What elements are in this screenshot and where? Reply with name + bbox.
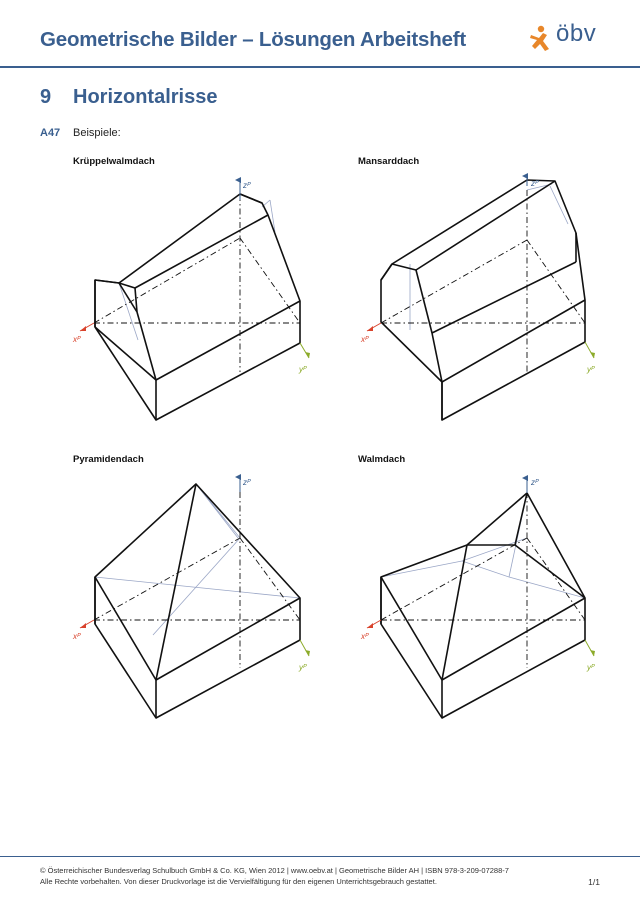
drawing-krueppelwalmdach [94,194,300,420]
z-axis-label: zᴾ [243,181,251,190]
figure-title-krueppelwalmdach: Krüppelwalmdach [73,156,155,167]
header-title: Geometrische Bilder – Lösungen Arbeitsheft [40,28,466,51]
drawing-walmdach [381,492,585,718]
x-axis-label: xᴾ [361,632,369,641]
figure-title-walmdach: Walmdach [358,454,406,465]
figure-title-pyramidendach: Pyramidendach [73,454,144,465]
axis-lines [381,492,585,668]
footer-copyright: © Österreichischer Bundesverlag Schulbuch GmbH & Co. KG, Wien 2012 | www.oebv.at | Geometrische Bilder AH | ISBN 978-3-209-07288-7 [40,866,509,875]
logo-text: öbv [556,20,597,47]
hidden-lines [119,200,275,340]
axes-krueppelwalmdach [80,180,310,358]
x-axis-label: xᴾ [361,335,369,344]
visible-edges [95,484,300,718]
task-number: A47 [40,127,61,139]
visible-edges [95,194,300,420]
y-axis-label: yᴾ [587,365,595,374]
z-axis-label: zᴾ [531,478,539,487]
x-axis-label: xᴾ [73,335,81,344]
figure-title-mansarddach: Mansarddach [358,156,420,167]
y-axis-label: yᴾ [299,663,307,672]
z-axis-label: zᴾ [531,179,539,188]
hidden-lines [410,184,568,330]
axis-lines [381,190,585,372]
drawing-pyramidendach [94,484,300,718]
visible-edges [381,493,585,718]
visible-edges [381,180,585,420]
chapter-number: 9 [40,86,52,108]
axis-lines [94,195,300,372]
axes-pyramidendach [80,477,310,656]
y-axis-label: yᴾ [587,663,595,672]
footer-rule [0,856,640,857]
chapter-title: Horizontalrisse [73,86,218,108]
drawing-mansarddach [381,180,585,420]
y-axis-label: yᴾ [299,365,307,374]
task-text: Beispiele: [73,127,121,139]
footer-rights: Alle Rechte vorbehalten. Von dieser Druckvorlage ist die Vervielfältigung für den eigenen Unterrichtsgebrauch gestattet. [40,877,437,886]
hidden-lines [95,484,300,635]
axis-labels [72,179,595,672]
z-axis-label: zᴾ [243,478,251,487]
x-axis-label: xᴾ [73,632,81,641]
page-number: 1/1 [588,877,600,887]
axes-walmdach [367,478,595,656]
